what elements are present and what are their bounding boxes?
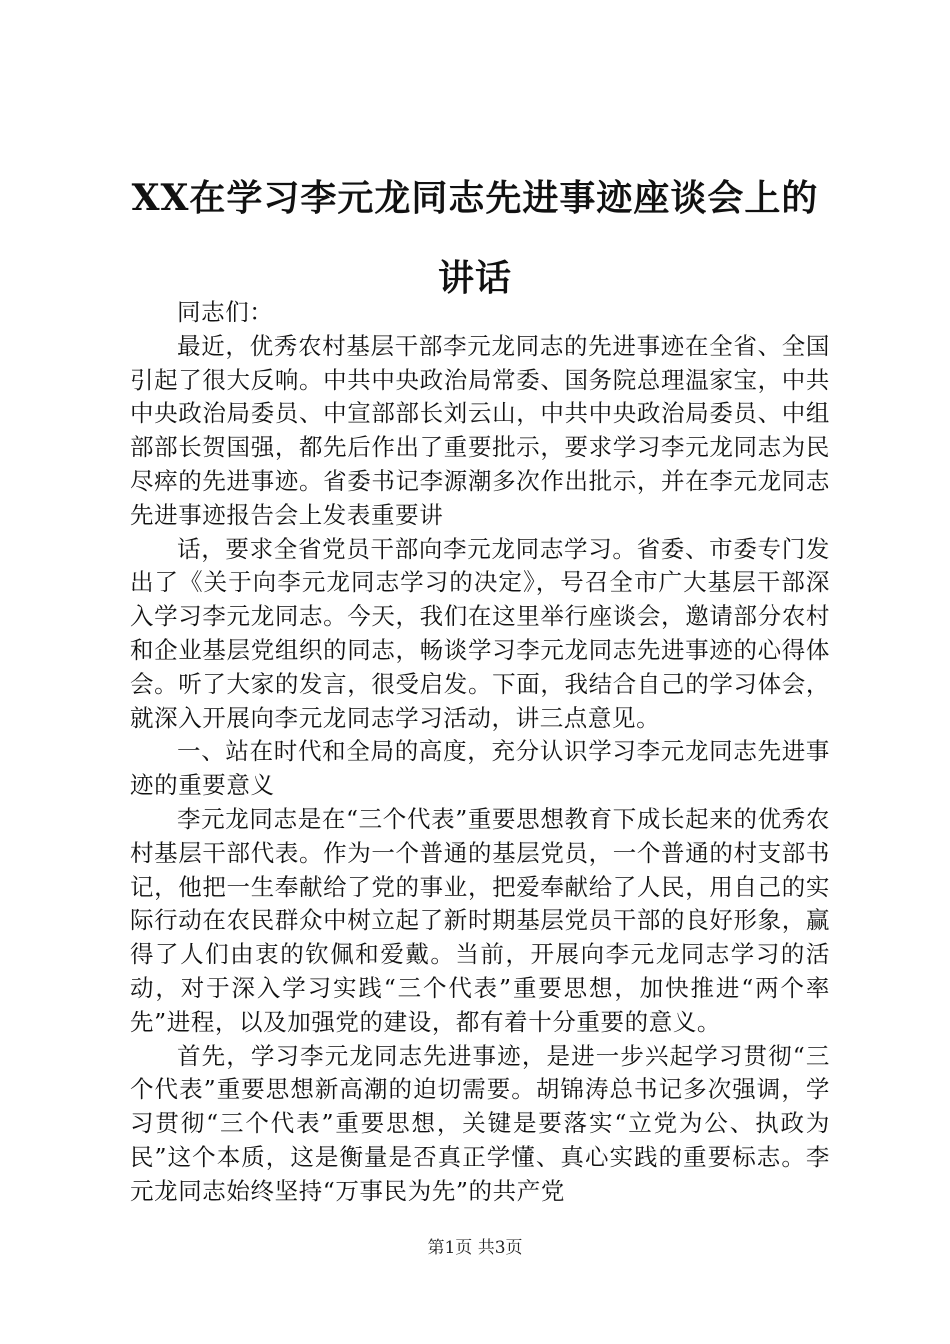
section-heading: 一、站在时代和全局的高度，充分认识学习李元龙同志先进事迹的重要意义	[130, 737, 830, 800]
paragraph: 李元龙同志是在“三个代表”重要思想教育下成长起来的优秀农村基层干部代表。作为一个普通的基层党员，一个普通的村支部书记，他把一生奉献给了党的事业，把爱奉献给了人民，用自己的实际行动在农民群众中树立起了新时期基层党员干部的良好形象，赢得了人们由衷的钦佩和爱戴。当前，开展向李元龙同志学习的活动，对于深入学习实践“三个代表”重要思想，加快推进“两个率先”进程，以及加强党的建设，都有着十分重要的意义。	[130, 804, 830, 1036]
paragraph: 首先，学习李元龙同志先进事迹，是进一步兴起学习贯彻“三个代表”重要思想新高潮的迫切需要。胡锦涛总书记多次强调，学习贯彻“三个代表”重要思想，关键是要落实“立党为公、执政为民”这个本质，这是衡量是否真正学懂、真心实践的重要标志。李元龙同志始终坚持“万事民为先”的共产党	[130, 1041, 830, 1205]
page-footer: 第1页 共3页	[427, 1238, 523, 1258]
document-title: XX在学习李元龙同志先进事迹座谈会上的讲话	[131, 177, 819, 299]
salutation: 同志们：	[177, 298, 274, 326]
document-body	[130, 296, 830, 1209]
paragraph: 最近，优秀农村基层干部李元龙同志的先进事迹在全省、全国引起了很大反响。中共中央政治局常委、国务院总理温家宝，中共中央政治局委员、中宣部部长刘云山，中共中央政治局委员、中组部部长贺国强，都先后作出了重要批示，要求学习李元龙同志为民尽瘁的先进事迹。省委书记李源潮多次作出批示，并在李元龙同志先进事迹报告会上发表重要讲	[130, 331, 830, 529]
paragraph: 话，要求全省党员干部向李元龙同志学习。省委、市委专门发出了《关于向李元龙同志学习的决定》，号召全市广大基层干部深入学习李元龙同志。今天，我们在这里举行座谈会，邀请部分农村和企业基层党组织的同志，畅谈学习李元龙同志先进事迹的心得体会。听了大家的发言，很受启发。下面，我结合自己的学习体会，就深入开展向李元龙同志学习活动，讲三点意见。	[130, 534, 830, 732]
